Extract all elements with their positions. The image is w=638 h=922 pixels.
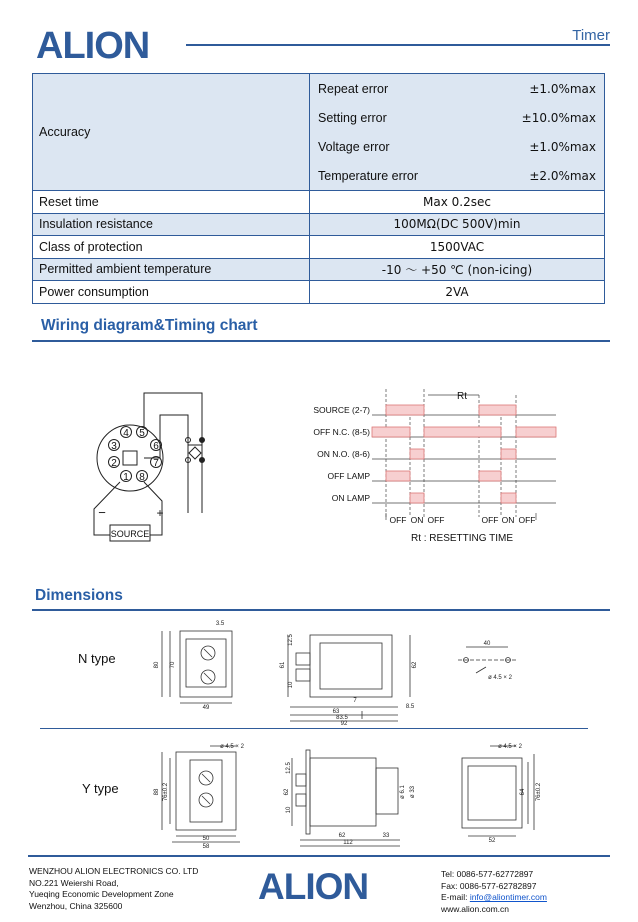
svg-text:3: 3 bbox=[111, 441, 117, 452]
svg-text:1: 1 bbox=[123, 472, 129, 483]
svg-text:112: 112 bbox=[343, 840, 353, 846]
signal-label: OFF LAMP bbox=[327, 471, 370, 481]
svg-text:50: 50 bbox=[202, 836, 210, 842]
spec-row bbox=[33, 258, 605, 281]
svg-text:3.5: 3.5 bbox=[215, 621, 225, 627]
y-type-label: Y type bbox=[82, 781, 119, 796]
spec-table bbox=[32, 73, 605, 304]
svg-text:8.5: 8.5 bbox=[405, 704, 415, 710]
svg-text:40: 40 bbox=[483, 641, 491, 647]
phase-label: ON bbox=[501, 515, 515, 525]
spec-row bbox=[33, 213, 605, 236]
footer-logo bbox=[258, 866, 384, 904]
signal-label: ON N.O. (8-6) bbox=[317, 449, 370, 459]
svg-text:ALION: ALION bbox=[36, 25, 150, 64]
svg-text:10: 10 bbox=[286, 806, 292, 814]
spec-row bbox=[33, 236, 605, 259]
tel: Tel: 0086-577-62772897 bbox=[441, 869, 534, 879]
type-divider bbox=[40, 728, 588, 729]
spec-label: Insulation resistance bbox=[33, 213, 310, 236]
minus-sign: − bbox=[98, 505, 106, 520]
svg-text:5: 5 bbox=[139, 428, 145, 439]
section-divider bbox=[32, 609, 610, 611]
contact-symbol bbox=[189, 447, 201, 459]
svg-text:12.5: 12.5 bbox=[288, 634, 294, 646]
svg-text:7: 7 bbox=[353, 698, 357, 704]
svg-text:76±0.2: 76±0.2 bbox=[536, 782, 542, 802]
signal-label: ON LAMP bbox=[331, 493, 370, 503]
accuracy-line: Voltage error ±1.0%max bbox=[318, 139, 596, 154]
svg-text:10: 10 bbox=[288, 681, 294, 689]
svg-text:ø 4.5 × 2: ø 4.5 × 2 bbox=[498, 744, 522, 750]
contact-terminal bbox=[200, 458, 205, 463]
spec-label: Permitted ambient temperature bbox=[33, 258, 310, 281]
svg-text:62: 62 bbox=[412, 661, 418, 669]
svg-text:61: 61 bbox=[280, 661, 286, 669]
socket-key bbox=[123, 451, 137, 465]
svg-text:33: 33 bbox=[382, 833, 390, 839]
dimensions-section-title: Dimensions bbox=[35, 587, 123, 604]
n-type-drawings bbox=[150, 615, 590, 725]
contact-terminal bbox=[200, 438, 205, 443]
company-name: WENZHOU ALION ELECTRONICS CO. LTD bbox=[29, 866, 199, 876]
svg-text:83.5: 83.5 bbox=[336, 715, 348, 721]
wiring-diagram bbox=[90, 385, 220, 550]
svg-text:7: 7 bbox=[153, 458, 159, 469]
section-divider bbox=[32, 340, 610, 342]
alion-logo bbox=[36, 24, 158, 64]
svg-text:63: 63 bbox=[332, 709, 340, 715]
phase-label: ON bbox=[410, 515, 424, 525]
email-line: E-mail: info@aliontimer.com bbox=[441, 892, 547, 902]
wire bbox=[144, 393, 202, 513]
svg-text:ø 6.1: ø 6.1 bbox=[400, 785, 406, 799]
svg-text:58: 58 bbox=[202, 844, 210, 850]
signal-label: OFF N.C. (8-5) bbox=[313, 427, 370, 437]
company-address bbox=[29, 866, 198, 912]
header-divider bbox=[186, 44, 610, 46]
svg-text:70: 70 bbox=[170, 661, 176, 669]
phase-label: OFF bbox=[518, 515, 536, 525]
svg-text:ø 4.5 × 2: ø 4.5 × 2 bbox=[220, 744, 244, 750]
accuracy-line: Setting error ±10.0%max bbox=[318, 110, 596, 125]
accuracy-line: Repeat error ±1.0%max bbox=[318, 81, 596, 96]
svg-text:ø 4.5 × 2: ø 4.5 × 2 bbox=[488, 675, 512, 681]
svg-text:6: 6 bbox=[153, 441, 159, 452]
spec-label: Reset time bbox=[33, 191, 310, 214]
phase-label: OFF bbox=[481, 515, 499, 525]
address-line: NO.221 Weiershi Road, bbox=[29, 877, 119, 888]
spec-value: 1500VAC bbox=[310, 236, 605, 259]
y-type-drawings bbox=[150, 738, 590, 850]
svg-text:ALION: ALION bbox=[258, 866, 369, 904]
address-line: Wenzhou, China 325600 bbox=[29, 900, 123, 911]
accuracy-line: Temperature error ±2.0%max bbox=[318, 168, 596, 183]
doc-title: Timer bbox=[572, 27, 610, 44]
address-line: Yueqing Economic Development Zone bbox=[29, 889, 174, 899]
svg-text:92: 92 bbox=[340, 721, 348, 725]
svg-text:ø 33: ø 33 bbox=[410, 785, 416, 799]
spec-row bbox=[33, 281, 605, 304]
svg-text:2: 2 bbox=[111, 458, 117, 469]
svg-text:80: 80 bbox=[154, 661, 160, 669]
n-type-label: N type bbox=[78, 651, 116, 666]
email-link[interactable]: info@aliontimer.com bbox=[469, 892, 547, 902]
contact-info bbox=[441, 869, 547, 915]
phase-label: OFF bbox=[427, 515, 445, 525]
spec-value: 100MΩ(DC 500V)min bbox=[310, 213, 605, 236]
spec-value: -10 ～ +50 ℃ (non-icing) bbox=[310, 258, 605, 281]
spec-label: Accuracy bbox=[33, 74, 310, 191]
wiring-section-title: Wiring diagram&Timing chart bbox=[41, 317, 258, 334]
svg-text:49: 49 bbox=[202, 705, 210, 711]
spec-row bbox=[33, 191, 605, 214]
accuracy-values bbox=[310, 74, 605, 191]
svg-text:62: 62 bbox=[284, 788, 290, 796]
footer-divider bbox=[28, 855, 610, 857]
svg-text:4: 4 bbox=[123, 428, 129, 439]
svg-text:88: 88 bbox=[154, 788, 160, 796]
svg-text:12.5: 12.5 bbox=[286, 762, 292, 774]
spec-label: Power consumption bbox=[33, 281, 310, 304]
svg-text:52: 52 bbox=[488, 838, 496, 844]
timing-chart bbox=[290, 385, 570, 550]
fax: Fax: 0086-577-62782897 bbox=[441, 880, 537, 891]
signal-label: SOURCE (2-7) bbox=[313, 405, 370, 415]
website[interactable]: www.alion.com.cn bbox=[441, 903, 510, 914]
svg-text:62: 62 bbox=[338, 833, 346, 839]
rt-label: Rt bbox=[457, 391, 467, 402]
svg-text:64: 64 bbox=[520, 788, 526, 796]
timing-caption: Rt : RESETTING TIME bbox=[410, 533, 514, 544]
svg-text:76±0.2: 76±0.2 bbox=[163, 782, 169, 802]
svg-text:8: 8 bbox=[139, 472, 145, 483]
spec-value: Max 0.2sec bbox=[310, 191, 605, 214]
spec-row-accuracy bbox=[33, 74, 605, 191]
spec-label: Class of protection bbox=[33, 236, 310, 259]
source-label: SOURCE bbox=[110, 529, 150, 539]
phase-label: OFF bbox=[389, 515, 407, 525]
plus-sign: + bbox=[156, 506, 164, 520]
spec-value: 2VA bbox=[310, 281, 605, 304]
